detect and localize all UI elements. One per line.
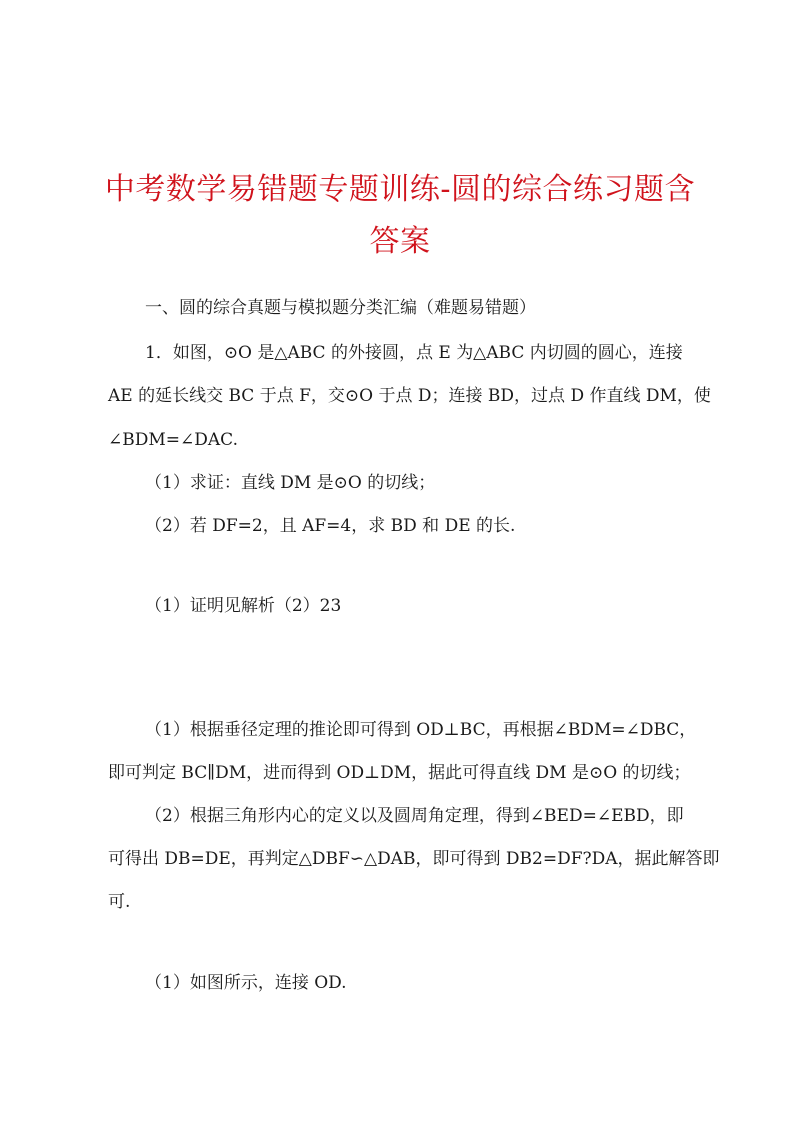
section-heading: 一、圆的综合真题与模拟题分类汇编（难题易错题）: [145, 298, 536, 318]
document-title-line-1: 中考数学易错题专题训练-圆的综合练习题含: [104, 172, 696, 207]
question-part-2: （2）若 DF=2，且 AF=4，求 BD 和 DE 的长.: [145, 516, 516, 536]
solution-start-line: （1）如图所示，连接 OD.: [145, 973, 347, 993]
analysis-p2-line-2: 可得出 DB=DE，再判定△DBF∽△DAB，即可得到 DB2=DF?DA，据此解答即: [108, 849, 720, 869]
answer-line: （1）证明见解析（2）23: [145, 596, 342, 616]
question-line-1: 1．如图，⊙O 是△ABC 的外接圆，点 E 为△ABC 内切圆的圆心，连接: [145, 343, 683, 363]
analysis-p1-line-2: 即可判定 BC∥DM，进而得到 OD⊥DM，据此可得直线 DM 是⊙O 的切线；: [108, 763, 691, 783]
analysis-p2-line-3: 可.: [108, 892, 131, 912]
document-title-line-2: 答案: [369, 224, 431, 259]
question-line-2: AE 的延长线交 BC 于点 F，交⊙O 于点 D；连接 BD，过点 D 作直线 DM，使: [108, 386, 711, 406]
question-line-3: ∠BDM=∠DAC.: [108, 430, 238, 450]
question-part-1: （1）求证：直线 DM 是⊙O 的切线；: [145, 473, 436, 493]
analysis-p2-line-1: （2）根据三角形内心的定义以及圆周角定理，得到∠BED=∠EBD，即: [145, 806, 684, 826]
analysis-p1-line-1: （1）根据垂径定理的推论即可得到 OD⊥BC，再根据∠BDM=∠DBC，: [145, 720, 697, 740]
